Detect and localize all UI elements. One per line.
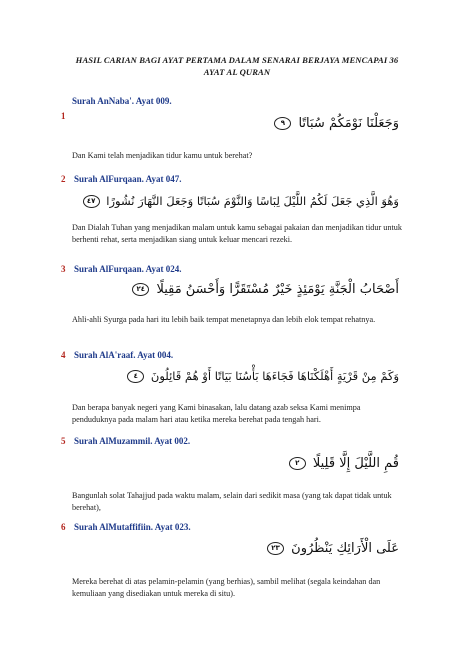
entry-4-meaning: Dan berapa banyak negeri yang Kami binasakan, lalu datang azab seksa Kami menimpa penduduknya pada malam hari atau ketika mereka berehat pada tengah hari. bbox=[72, 403, 361, 424]
title-line-2: AYAT AL QURAN bbox=[203, 67, 271, 77]
ayah-number-mark: ٢ bbox=[289, 457, 306, 470]
entry-4-arabic-text: وَكَمْ مِنْ قَرْيَةٍ أَهْلَكْنَاهَا فَجَاءَهَا بَأْسُنَا بَيَاتًا أَوْ هُمْ قَائِلُونَ bbox=[150, 369, 399, 383]
entry-5-arabic-text: قُمِ اللَّيْلَ إِلَّا قَلِيلًا bbox=[312, 456, 399, 471]
entry-3-arabic-text: أَصْحَابُ الْجَنَّةِ يَوْمَئِذٍ خَيْرٌ مُسْتَقَرًّا وَأَحْسَنُ مَقِيلًا bbox=[156, 282, 399, 297]
entry-4-number: 4 bbox=[61, 350, 66, 360]
entry-3-arabic bbox=[132, 282, 399, 297]
ayah-number-mark: ٢٣ bbox=[267, 542, 284, 555]
ayah-number-mark: ٤ bbox=[127, 370, 144, 383]
entry-6-reference: Surah AlMutaffifiin. Ayat 023. bbox=[74, 522, 191, 532]
entry-6-arabic-text: عَلَى الْأَرَائِكِ يَنْظُرُونَ bbox=[291, 541, 399, 556]
entry-5-number: 5 bbox=[61, 436, 66, 446]
entry-2-reference: Surah AlFurqaan. Ayat 047. bbox=[74, 174, 182, 184]
entry-1-number: 1 bbox=[61, 111, 66, 121]
entry-3-reference: Surah AlFurqaan. Ayat 024. bbox=[74, 264, 182, 274]
entry-2-arabic-text: وَهُوَ الَّذِي جَعَلَ لَكُمُ اللَّيْلَ لِبَاسًا وَالنَّوْمَ سُبَاتًا وَجَعَلَ النَّهَارَ نُشُورًا bbox=[106, 194, 399, 208]
ayah-number-mark: ٩ bbox=[274, 117, 291, 130]
entry-2-arabic bbox=[83, 194, 399, 208]
entry-1-reference: Surah AnNaba'. Ayat 009. bbox=[72, 96, 172, 106]
entry-6-arabic bbox=[267, 541, 399, 556]
title-line-1: HASIL CARIAN BAGI AYAT PERTAMA DALAM SENARAI BERJAYA MENCAPAI 36 bbox=[75, 55, 399, 65]
entry-2-meaning: Dan Dialah Tuhan yang menjadikan malam untuk kamu sebagai pakaian dan menjadikan tidur untuk berhenti rehat, serta menjadikan siang untuk keluar mencari rezeki. bbox=[72, 223, 402, 244]
entry-4-arabic bbox=[127, 369, 399, 383]
entry-6-number: 6 bbox=[61, 522, 66, 532]
ayah-number-mark: ٢٤ bbox=[132, 283, 149, 296]
entry-5-reference: Surah AlMuzammil. Ayat 002. bbox=[74, 436, 191, 446]
entry-3-meaning: Ahli-ahli Syurga pada hari itu lebih baik tempat menetapnya dan lebih elok tempat rehatnya. bbox=[72, 315, 376, 324]
entry-1-meaning: Dan Kami telah menjadikan tidur kamu untuk berehat? bbox=[72, 151, 253, 160]
entry-3-number: 3 bbox=[61, 264, 66, 274]
entry-1-arabic-text: وَجَعَلْنَا نَوْمَكُمْ سُبَاتًا bbox=[298, 116, 399, 131]
entry-1-arabic bbox=[274, 116, 399, 131]
entry-2-number: 2 bbox=[61, 174, 66, 184]
entry-4-reference: Surah AlA'raaf. Ayat 004. bbox=[74, 350, 174, 360]
entry-5-arabic bbox=[289, 456, 399, 471]
page-title bbox=[40, 54, 434, 78]
ayah-number-mark: ٤٧ bbox=[83, 195, 100, 208]
entry-6-meaning: Mereka berehat di atas pelamin-pelamin (yang berhias), sambil melihat (segala keindahan dan kemuliaan yang disediakan untuk mereka di situ). bbox=[72, 577, 381, 598]
entry-5-meaning: Bangunlah solat Tahajjud pada waktu malam, selain dari sedikit masa (yang tak dapat tidak untuk berehat), bbox=[72, 491, 392, 512]
